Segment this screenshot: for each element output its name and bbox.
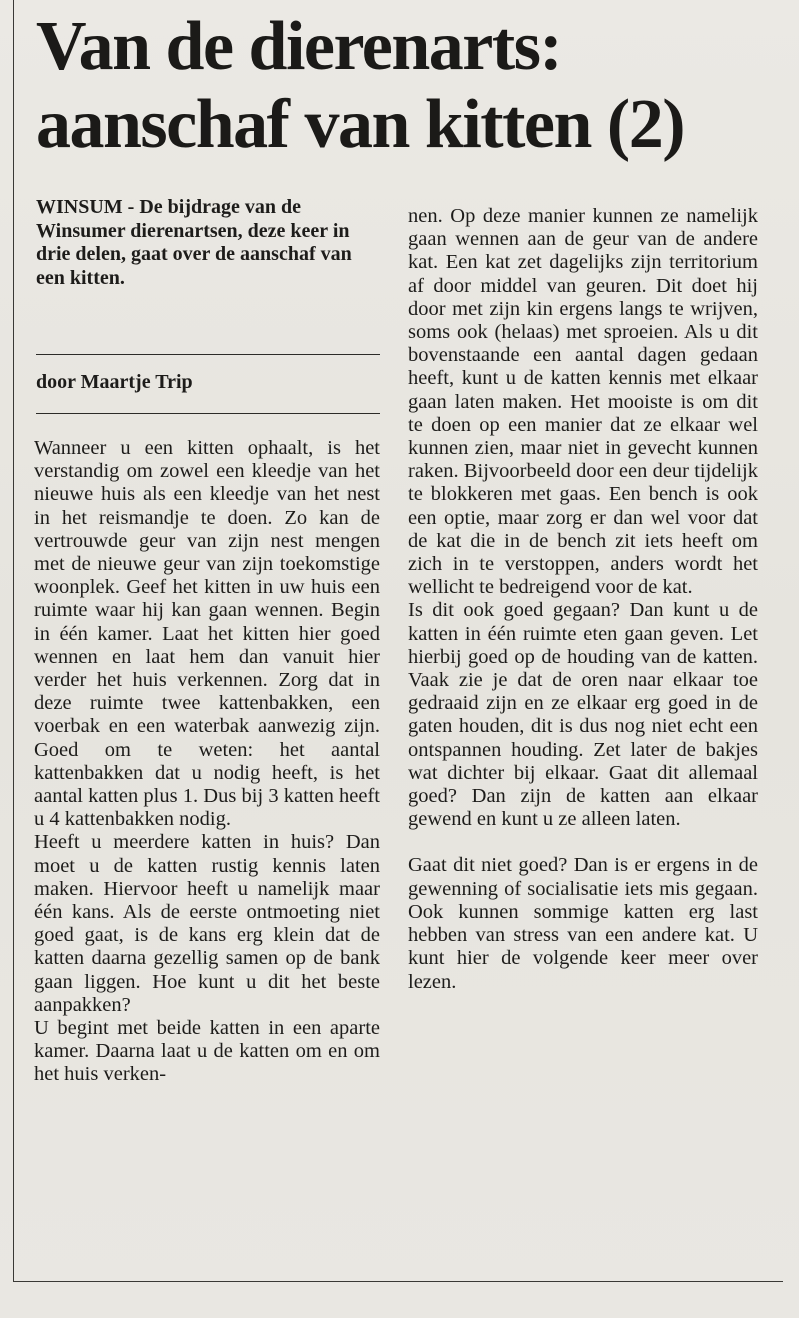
paragraph: Wanneer u een kitten ophaalt, is het verstandig om zowel een kleedje van het nieuwe huis als een kleedje van het nest in het reismandje te doen. Zo kan de vertrouwde geur van zijn nest mengen met de nieuwe geur van zijn toekomstige woonplek. Geef het kitten in uw huis een ruimte waar hij kan gaan wennen. Begin in één kamer. Laat het kitten hier goed wennen en laat hem dan vanuit hier verder het huis verkennen. Zorg dat in deze ruimte twee kattenbakken, een voerbak en een waterbak aanwezig zijn. Goed om te weten: het aantal kattenbakken dat u nodig heeft, is het aantal katten plus 1. Dus bij 3 katten heeft u 4 kattenbakken nodig. [34,437,380,831]
article-intro: WINSUM - De bijdrage van de Winsumer dierenartsen, deze keer in drie delen, gaat over de aanschaf van een kitten. [36,196,352,289]
byline-bottom-rule [36,413,380,414]
paragraph: U begint met beide katten in een aparte kamer. Daarna laat u de katten om en om het huis verken- [34,1017,380,1086]
headline-line-2: aanschaf van kitten (2) [36,86,685,163]
paragraph: Heeft u meerdere katten in huis? Dan moet u de katten rustig kennis laten maken. Hiervoor heeft u namelijk maar één kans. Als de eerste ontmoeting niet goed gaat, is de kans erg klein dat de katten daarna gezellig samen op de bank gaan liggen. Hoe kunt u dit het beste aanpakken? [34,831,380,1016]
article-headline [36,8,776,164]
paragraph: nen. Op deze manier kunnen ze namelijk gaan wennen aan de geur van de andere kat. Een kat zet dagelijks zijn territorium af door middel van geuren. Dit doet hij door met zijn kin ergens langs te wrijven, soms ook (helaas) met sproeien. Als u dit bovenstaande een aantal dagen gedaan heeft, kunt u de katten kennis met elkaar gaan laten maken. Het mooiste is om dit te doen op een manier dat ze elkaar wel kunnen zien, maar niet in gevecht kunnen raken. Bijvoorbeeld door een deur tijdelijk te blokkeren met gaas. Een bench is ook een optie, maar zorg er dan wel voor dat de kat die in de bench zit iets heeft om zich in te verstoppen, anders wordt het wellicht te bedreigend voor de kat. [408,205,758,599]
article-column-left [34,437,380,1087]
article-byline: door Maartje Trip [36,371,193,393]
article-column-right [408,205,758,994]
paragraph-spacer [408,831,758,854]
left-border-line [13,0,14,1282]
paragraph: Is dit ook goed gegaan? Dan kunt u de katten in één ruimte eten gaan geven. Let hierbij goed op de houding van de katten. Vaak zie je dat de oren naar elkaar toe gedraaid zijn en ze elkaar erg goed in de gaten houden, dit is dus nog niet echt een ontspannen houding. Zet later de bakjes wat dichter bij elkaar. Gaat dit allemaal goed? Dan zijn de katten aan elkaar gewend en kunt u ze alleen laten. [408,599,758,831]
byline-top-rule [36,354,380,355]
headline-line-1: Van de dierenarts: [36,8,562,85]
bottom-border-line [13,1281,783,1282]
paragraph: Gaat dit niet goed? Dan is er ergens in de gewenning of socialisatie iets mis gegaan. Ook kunnen sommige katten erg last hebben van stress van een andere kat. U kunt hier de volgende keer meer over lezen. [408,854,758,993]
